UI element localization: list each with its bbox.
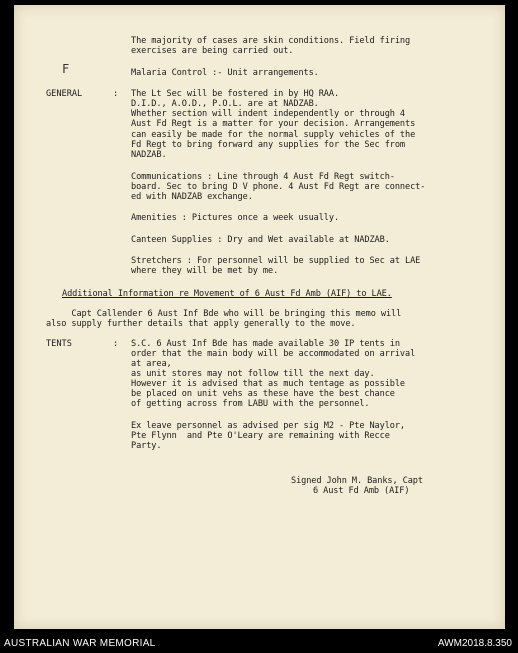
leave-line-3: Party. (131, 441, 162, 451)
general-line-1: The Lt Sec will be fostered in by HQ RAA. (131, 89, 340, 99)
tents-line-4: as unit stores may not follow till the next day. (131, 369, 375, 379)
comms-line-3: ed with NADZAB exchange. (131, 192, 253, 202)
callender-line-1: Capt Callender 6 Aust Inf Bde who will be bringing this memo will (46, 309, 402, 319)
leave-line-1: Ex leave personnel as advised per sig M2 - Pte Naylor, (131, 421, 405, 431)
general-colon: : (113, 89, 119, 99)
stretchers-line-2: where they will be met by me. (131, 266, 279, 276)
tents-line-6: be placed on unit vehs as these have the best chance (131, 389, 395, 399)
footer-institution: AUSTRALIAN WAR MEMORIAL (4, 638, 156, 649)
malaria-line: Malaria Control :- Unit arrangements. (131, 68, 319, 78)
general-line-4: Aust Fd Regt is a matter for your decision. Arrangements (131, 119, 416, 129)
footer-bar (0, 635, 518, 653)
handwritten-mark: F (62, 62, 70, 76)
tents-line-2: order that the main body will be accommodated on arrival (131, 349, 416, 359)
general-line-6: Fd Regt to bring forward any supplies for the Sec from (131, 140, 405, 150)
signature-line-1: Signed John M. Banks, Capt (291, 476, 423, 486)
callender-line-2: also supply further details that apply generally to the move. (46, 319, 356, 329)
skin-para-line-1: The majority of cases are skin conditions. Field firing (131, 36, 411, 46)
skin-para-line-2: exercises are being carried out. (131, 46, 294, 56)
comms-line-1: Communications : Line through 4 Aust Fd Regt switch- (131, 172, 395, 182)
signature-line-2: 6 Aust Fd Amb (AIF) (313, 486, 410, 496)
canteen-line: Canteen Supplies : Dry and Wet available at NADZAB. (131, 235, 390, 245)
general-line-7: NADZAB. (131, 150, 167, 160)
general-line-2: D.I.D., A.O.D., P.O.L. are at NADZAB. (131, 99, 319, 109)
tents-colon: : (113, 339, 119, 349)
tents-line-7: of getting across from LABU with the personnel. (131, 399, 370, 409)
general-line-5: can easily be made for the normal supply vehicles of the (131, 130, 416, 140)
general-label: GENERAL (46, 89, 83, 99)
amenities-line: Amenities : Pictures once a week usually. (131, 213, 340, 223)
tents-label: TENTS (46, 339, 72, 349)
leave-line-2: Pte Flynn and Pte O'Leary are remaining with Recce (131, 431, 390, 441)
general-line-3: Whether section will indent independently or through 4 (131, 109, 405, 119)
tents-line-5: However it is advised that as much tentage as possible (131, 379, 405, 389)
stretchers-line-1: Stretchers : For personnel will be supplied to Sec at LAE (131, 256, 421, 266)
additional-info-heading: Additional Information re Movement of 6 Aust Fd Amb (AIF) to LAE. (62, 289, 392, 299)
comms-line-2: board. Sec to bring D V phone. 4 Aust Fd Regt are connect- (131, 182, 426, 192)
tents-line-3: at area, (131, 359, 172, 369)
footer-accession-number: AWM2018.8.350 (437, 638, 512, 649)
tents-line-1: S.C. 6 Aust Inf Bde has made available 30 IP tents in (131, 339, 400, 349)
